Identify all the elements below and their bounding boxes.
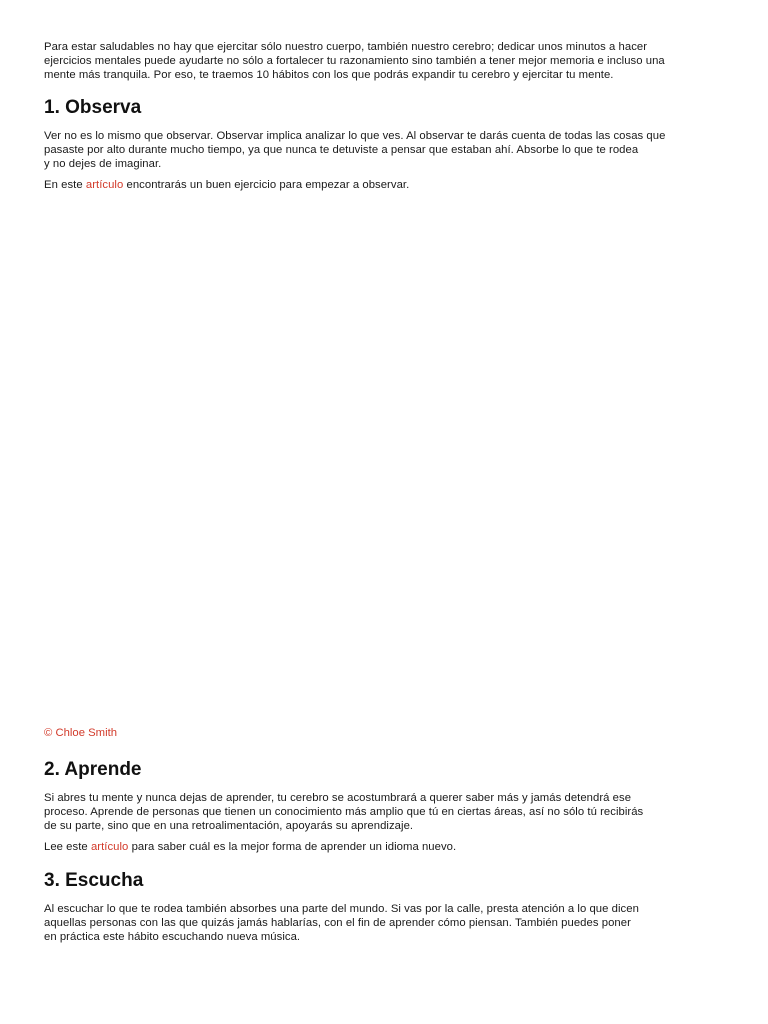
article-link[interactable]: artículo bbox=[85, 179, 124, 191]
section-heading: 3. Escucha bbox=[44, 870, 144, 891]
link-sentence-after: encontrarás un buen ejercicio para empezar a observar. bbox=[123, 179, 410, 191]
body-line: Ver no es lo mismo que observar. Observar implica analizar lo que ves. Al observar te darás cuenta de todas las cosas que bbox=[44, 130, 666, 142]
image-placeholder bbox=[44, 199, 734, 726]
section-heading: 1. Observa bbox=[44, 97, 142, 118]
body-line: Al escuchar lo que te rodea también absorbes una parte del mundo. Si vas por la calle, presta atención a lo que dicen bbox=[44, 903, 639, 915]
body-line: en práctica este hábito escuchando nueva música. bbox=[44, 931, 301, 943]
section-body bbox=[44, 791, 734, 833]
link-sentence-before: Lee este bbox=[44, 841, 91, 853]
section-escucha bbox=[44, 869, 734, 944]
intro-paragraph bbox=[44, 40, 734, 82]
section-aprende bbox=[44, 758, 734, 854]
section-body bbox=[44, 902, 734, 944]
body-line: de su parte, sino que en una retroalimentación, apoyarás su aprendizaje. bbox=[44, 820, 414, 832]
body-line: Si abres tu mente y nunca dejas de aprender, tu cerebro se acostumbrará a querer saber más y jamás detendrá ese bbox=[44, 792, 632, 804]
body-line: proceso. Aprende de personas que tienen un conocimiento más amplio que tú en ciertas áreas, así no sólo tú recibirás bbox=[44, 806, 644, 818]
link-sentence bbox=[44, 840, 734, 854]
intro-line: mente más tranquila. Por eso, te traemos 10 hábitos con los que podrás expandir tu cerebro y ejercitar tu mente. bbox=[44, 69, 614, 81]
article-link[interactable]: artículo bbox=[90, 841, 129, 853]
intro-line: ejercicios mentales puede ayudarte no sólo a fortalecer tu razonamiento sino también a tener mejor memoria e incluso una bbox=[44, 55, 665, 67]
photo-credit-link[interactable]: © Chloe Smith bbox=[44, 727, 117, 739]
body-line: aquellas personas con las que quizás jamás hablarías, con el fin de aprender cómo piensan. También puedes poner bbox=[44, 917, 631, 929]
intro-line: Para estar saludables no hay que ejercitar sólo nuestro cuerpo, también nuestro cerebro; dedicar unos minutos a hacer bbox=[44, 41, 648, 53]
section-body bbox=[44, 129, 734, 171]
body-line: pasaste por alto durante mucho tiempo, ya que nunca te detuviste a pensar que estaban ahí. Absorbe lo que te rodea bbox=[44, 144, 639, 156]
article bbox=[44, 40, 734, 951]
link-sentence-after: para saber cuál es la mejor forma de aprender un idioma nuevo. bbox=[128, 841, 457, 853]
link-sentence bbox=[44, 178, 734, 192]
section-heading: 2. Aprende bbox=[44, 759, 142, 780]
body-line: y no dejes de imaginar. bbox=[44, 158, 162, 170]
link-sentence-before: En este bbox=[44, 179, 86, 191]
section-observa bbox=[44, 96, 734, 740]
